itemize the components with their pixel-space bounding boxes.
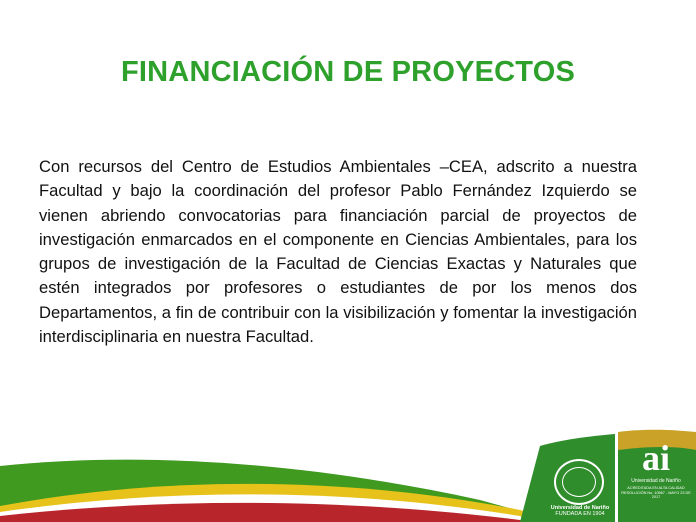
badge-mark: ai <box>641 438 670 478</box>
accreditation-logo-icon <box>618 434 694 520</box>
university-seal-icon <box>554 459 604 505</box>
university-founded: FUNDADA EN 1904 <box>555 511 605 517</box>
slide-title: FINANCIACIÓN DE PROYECTOS <box>120 56 575 88</box>
university-name-block <box>540 505 620 517</box>
university-name: Universidad de Nariño <box>550 505 610 511</box>
badge-subtitle: Universidad de Nariño <box>631 478 681 484</box>
badge-accreditation: ACREDITADA EN ALTA CALIDAD RESOLUCIÓN No. 10567 - MAYO 23 DE 2017 <box>621 486 691 500</box>
slide-body-text: Con recursos del Centro de Estudios Ambientales –CEA, adscrito a nuestra Facultad y bajo la coordinación del profesor Pablo Fernández Izquierdo se vienen abriendo convocatorias para financiación parcial de proyectos de investigación enmarcados en el componente en Ciencias Ambientales, para los grupos de investigación de la Facultad de Ciencias Exactas y Naturales que estén integrados por profesores o estudiantes de por los menos dos Departamentos, a fin de contribuir con la visibilización y fomentar la investigación interdisciplinaria en nuestra Facultad. <box>39 157 637 347</box>
